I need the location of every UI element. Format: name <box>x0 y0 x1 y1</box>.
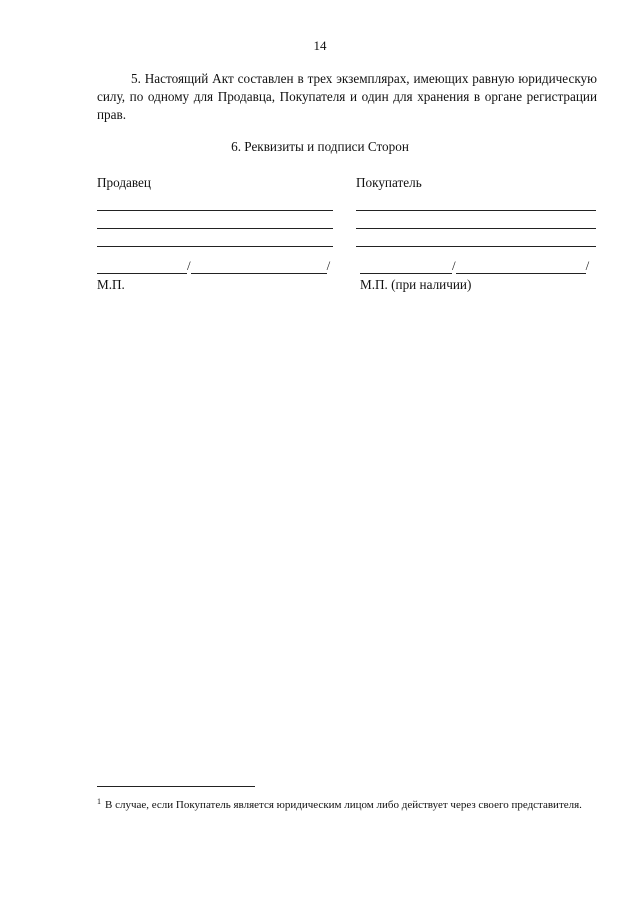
page-number: 14 <box>313 38 327 53</box>
seller-name-slash: / <box>326 258 331 273</box>
seller-requisites <box>97 175 333 247</box>
seller-label: Продавец <box>97 175 151 190</box>
seller-requisites-line-2 <box>97 211 333 229</box>
buyer-requisites-line-3 <box>356 229 596 247</box>
buyer-signature-blank <box>360 257 452 274</box>
seller-signature-slash: / <box>187 258 191 273</box>
footnote-marker: 1 <box>97 797 101 806</box>
section-heading: 6. Реквизиты и подписи Сторон <box>231 139 409 154</box>
paragraph-5: 5. Настоящий Акт составлен в трех экземплярах, имеющих равную юридическую силу, по одному для Продавца, Покупателя и один для хранения в органе регистрации прав. <box>97 71 597 122</box>
footnote-text: В случае, если Покупатель является юридическим лицом либо действует через своего представителя. <box>105 799 582 811</box>
buyer-label: Покупатель <box>356 175 422 190</box>
buyer-name-slash: / <box>585 258 590 273</box>
seller-requisites-line-3 <box>97 229 333 247</box>
seller-signature-blank <box>97 257 187 274</box>
footnote <box>97 793 599 814</box>
buyer-requisites <box>356 175 596 247</box>
seller-stamp-label: М.П. <box>97 277 125 292</box>
seller-signature-row <box>97 256 330 274</box>
buyer-name-blank <box>456 257 586 274</box>
buyer-stamp-label: М.П. (при наличии) <box>360 277 472 292</box>
buyer-signature-slash: / <box>452 258 456 273</box>
buyer-requisites-line-1 <box>356 193 596 211</box>
buyer-signature-row <box>360 256 589 274</box>
seller-name-blank <box>191 257 327 274</box>
footnote-divider <box>97 786 255 787</box>
seller-requisites-line-1 <box>97 193 333 211</box>
buyer-requisites-line-2 <box>356 211 596 229</box>
